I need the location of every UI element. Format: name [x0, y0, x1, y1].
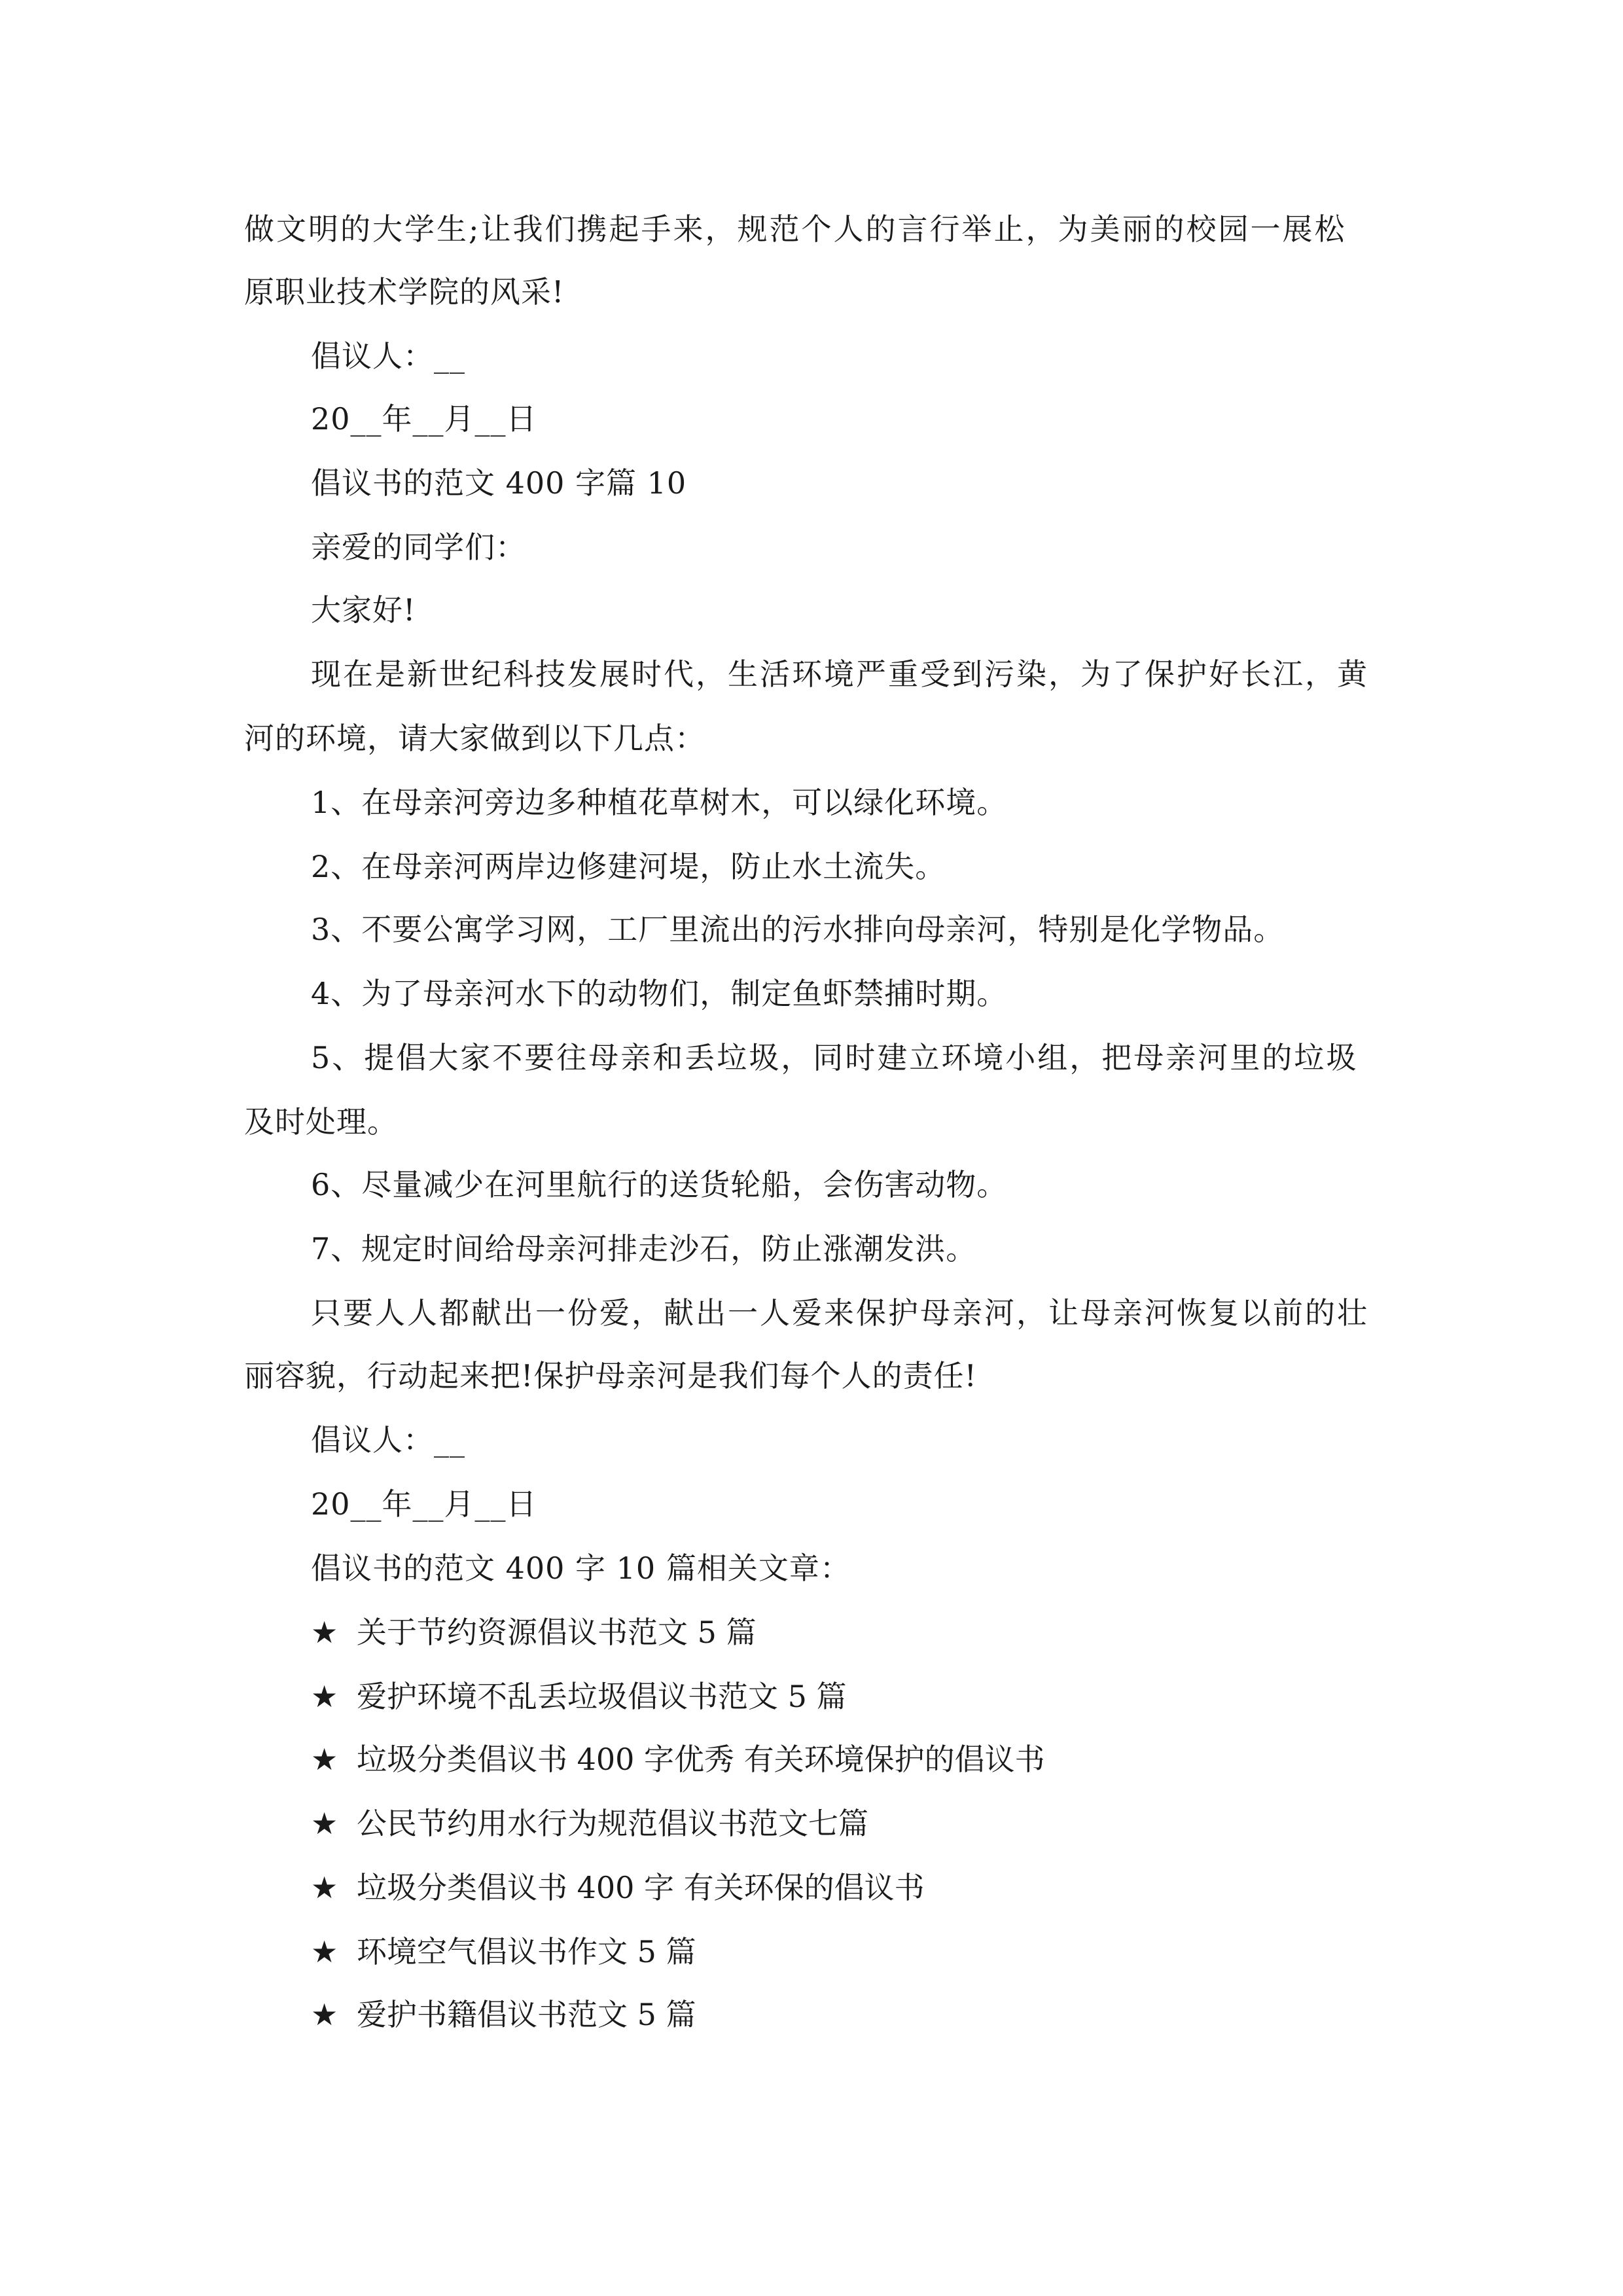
list-item: 3、不要公寓学习网，工厂里流出的污水排向母亲河，特别是化学物品。 [311, 912, 1285, 947]
related-link-label: 垃圾分类倡议书 400 字 有关环保的倡议书 [357, 1870, 925, 1905]
greeting: 大家好! [311, 592, 416, 628]
list-item-continuation: 及时处理。 [244, 1104, 398, 1139]
star-icon: ★ [311, 1934, 338, 1969]
related-link-label: 公民节约用水行为规范倡议书范文七篇 [357, 1806, 868, 1841]
list-item: 4、为了母亲河水下的动物们，制定鱼虾禁捕时期。 [311, 976, 1008, 1011]
date-line: 20__年__月__日 [311, 1486, 537, 1522]
section-title: 倡议书的范文 400 字篇 10 [311, 465, 687, 501]
related-link[interactable] [311, 1804, 868, 1843]
body-text-line: 做文明的大学生;让我们携起手来，规范个人的言行举止，为美丽的校园一展松 [244, 211, 1347, 247]
related-heading: 倡议书的范文 400 字 10 篇相关文章： [311, 1551, 851, 1586]
signer-line: 倡议人：__ [311, 338, 465, 374]
list-item: 7、规定时间给母亲河排走沙石，防止涨潮发洪。 [311, 1231, 977, 1266]
related-link[interactable] [311, 1613, 757, 1652]
related-link[interactable] [311, 1932, 696, 1971]
star-icon: ★ [311, 1870, 338, 1905]
star-icon: ★ [311, 1806, 338, 1841]
date-line: 20__年__月__日 [311, 401, 537, 437]
related-link-label: 环境空气倡议书作文 5 篇 [357, 1934, 696, 1969]
list-item: 2、在母亲河两岸边修建河堤，防止水土流失。 [311, 849, 946, 884]
list-item: 6、尽量减少在河里航行的送货轮船，会伤害动物。 [311, 1167, 1008, 1202]
body-text-line: 原职业技术学院的风采! [244, 274, 565, 310]
star-icon: ★ [311, 1679, 338, 1714]
related-link-label: 爱护书籍倡议书范文 5 篇 [357, 1997, 696, 2032]
list-item: 1、在母亲河旁边多种植花草树木，可以绿化环境。 [311, 785, 1008, 820]
related-link-label: 爱护环境不乱丢垃圾倡议书范文 5 篇 [357, 1679, 847, 1714]
related-link[interactable] [311, 1995, 696, 2034]
body-text-line: 丽容貌，行动起来把!保护母亲河是我们每个人的责任! [244, 1358, 977, 1393]
list-item: 5、提倡大家不要往母亲和丢垃圾，同时建立环境小组，把母亲河里的垃圾 [311, 1040, 1359, 1075]
related-link[interactable] [311, 1740, 1045, 1779]
star-icon: ★ [311, 1997, 338, 2032]
body-text-line: 河的环境，请大家做到以下几点： [244, 721, 705, 756]
body-text-line: 只要人人都献出一份爱，献出一人爱来保护母亲河，让母亲河恢复以前的壮 [311, 1295, 1369, 1331]
related-link[interactable] [311, 1868, 925, 1907]
body-text-line: 现在是新世纪科技发展时代，生活环境严重受到污染，为了保护好长江，黄 [311, 656, 1369, 692]
related-link-label: 关于节约资源倡议书范文 5 篇 [357, 1615, 757, 1650]
signer-line: 倡议人：__ [311, 1422, 465, 1458]
related-link[interactable] [311, 1677, 847, 1716]
related-link-label: 垃圾分类倡议书 400 字优秀 有关环境保护的倡议书 [357, 1742, 1045, 1777]
star-icon: ★ [311, 1742, 338, 1777]
salutation: 亲爱的同学们： [311, 529, 526, 565]
star-icon: ★ [311, 1615, 338, 1650]
